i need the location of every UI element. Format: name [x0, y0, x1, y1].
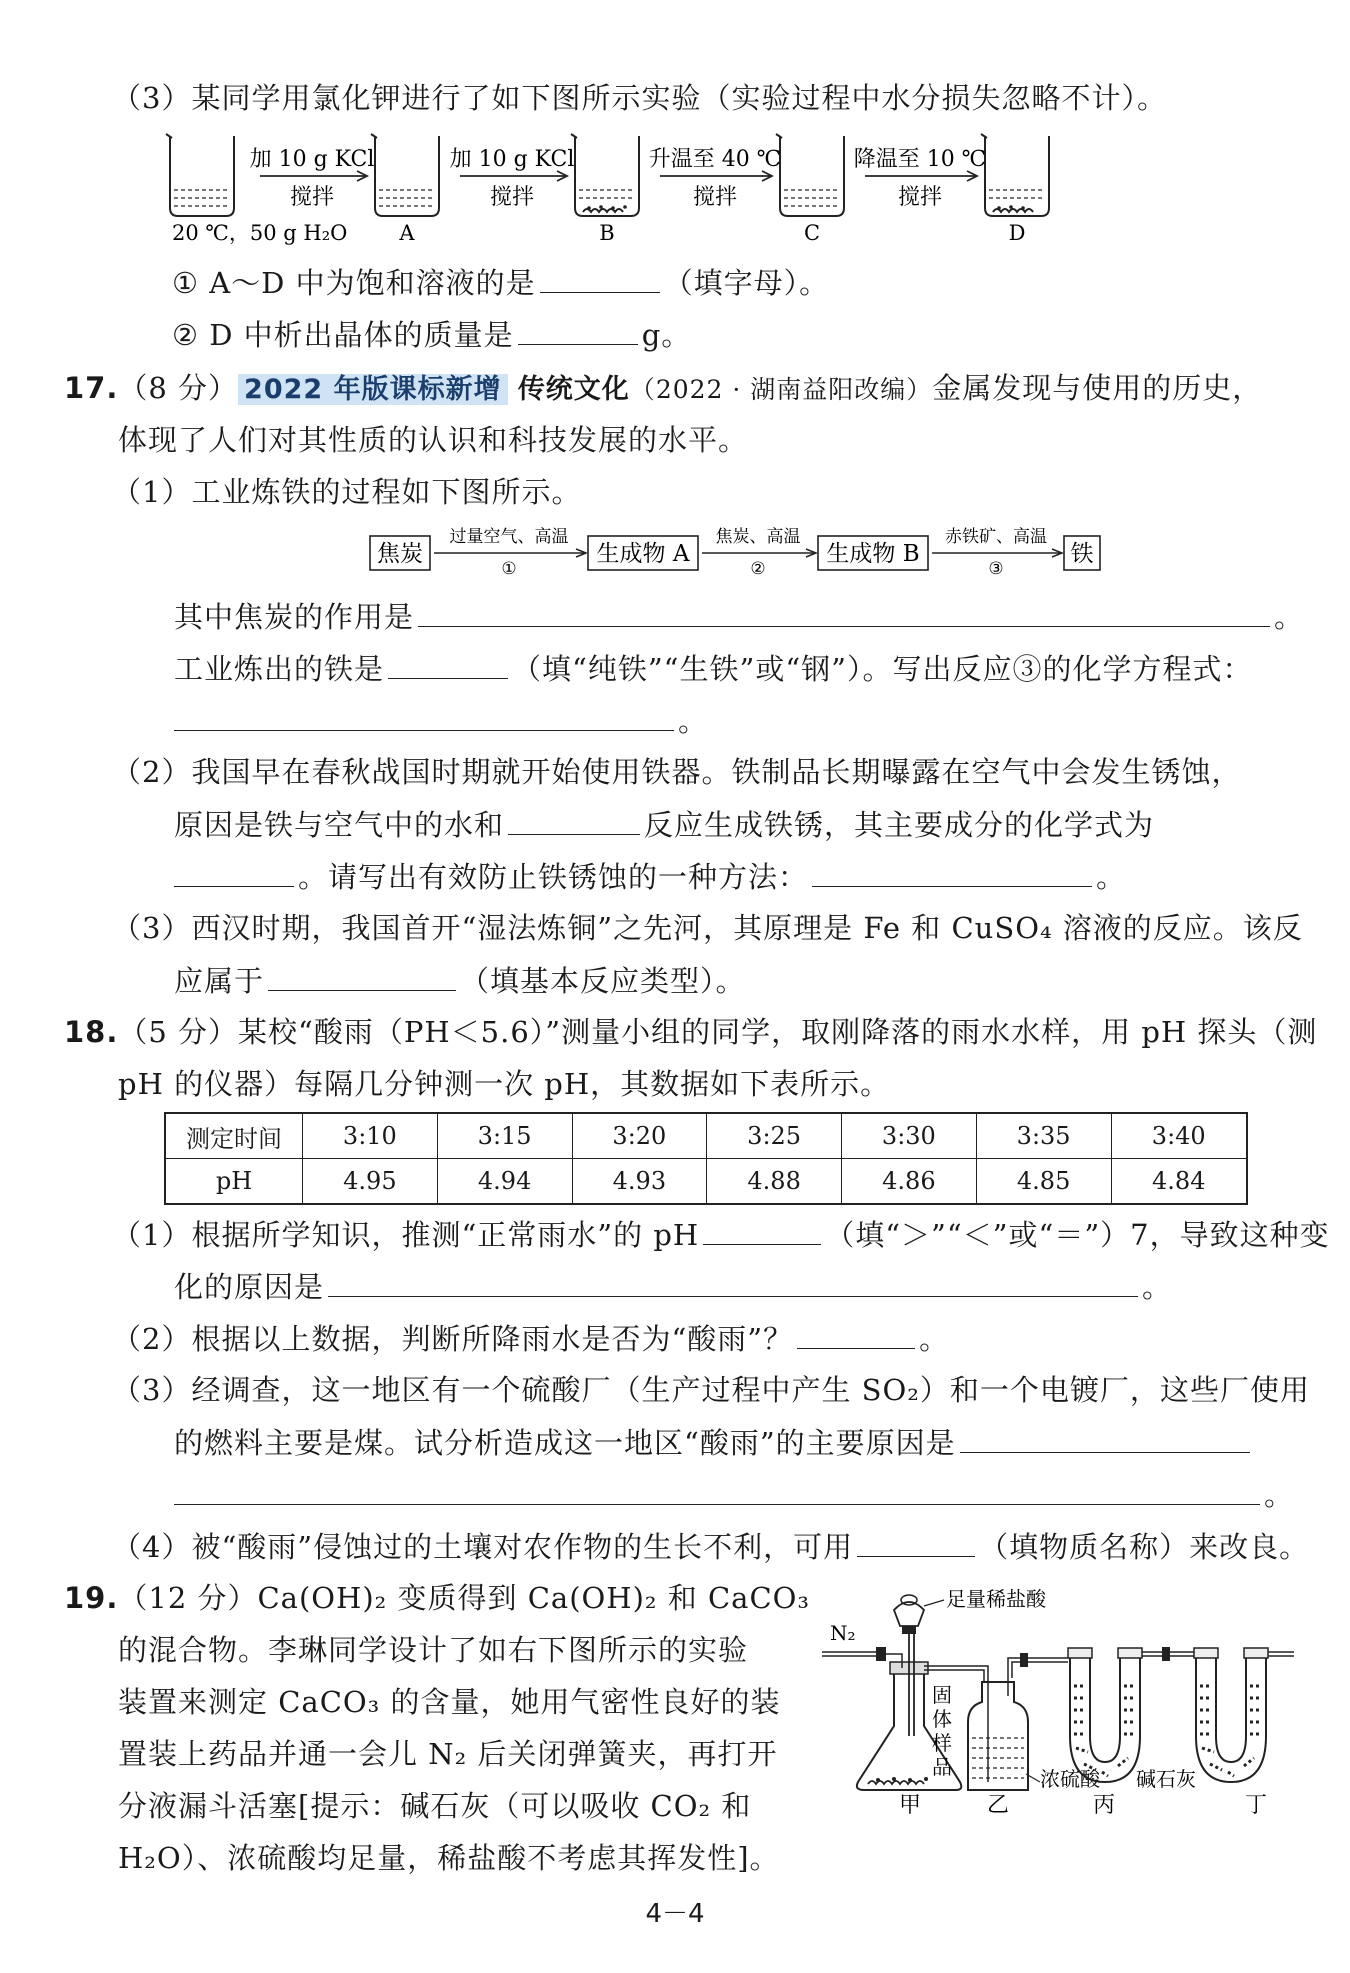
q17-p1-role: 其中焦炭的作用是 。 [174, 596, 1304, 637]
answer-blank[interactable] [268, 960, 456, 991]
beaker-start [166, 134, 234, 216]
step3-bottom: 搅拌 [692, 185, 738, 210]
score: （8 分） [118, 371, 239, 405]
spring-clamp [876, 1647, 886, 1661]
step2-bottom: 搅拌 [489, 185, 535, 210]
table-cell: 4.88 [707, 1159, 842, 1205]
new-standard-tag: 2022 年版课标新增 [238, 374, 508, 405]
n2-label: N₂ [830, 1621, 856, 1645]
q19-l4: 置装上药品并通一会儿 N₂ 后关闭弹簧夹，再打开 [118, 1737, 778, 1771]
beaker-a [371, 134, 439, 216]
q16-3-sub1-suffix: （填字母）。 [663, 266, 830, 300]
q17-p1-iron [174, 648, 1252, 689]
table-cell: 4.95 [303, 1159, 438, 1205]
q18-p1-suffix: （填“＞”“＜”或“＝”）7，导致这种变 [825, 1218, 1330, 1252]
q18-line2: pH 的仪器）每隔几分钟测一次 pH，其数据如下表所示。 [118, 1067, 891, 1101]
q17-p1-iron-suffix: （填“纯铁”“生铁”或“钢”）。写出反应③的化学方程式： [512, 652, 1253, 686]
step-arrow-3 [649, 147, 782, 210]
q17-p2-c: 。请写出有效防止铁锈蚀的一种方法： 。 [174, 856, 1126, 897]
caco3-apparatus-diagram [818, 1586, 1300, 1816]
q17-p2-a: （2）我国早在春秋战国时期就开始使用铁器。铁制品长期曝露在空气中会发生锈蚀， [112, 755, 1242, 789]
table-cell: 3:10 [303, 1113, 438, 1159]
q18-p3-c: 。 [174, 1474, 1294, 1515]
answer-blank[interactable] [508, 804, 640, 835]
answer-blank[interactable] [540, 262, 660, 293]
lime-label: 碱石灰 [1136, 1767, 1196, 1791]
beaker-label-b: B [599, 221, 615, 245]
q18-p4 [112, 1526, 1309, 1567]
q16-3-sub2-text: ② D 中析出晶体的质量是 [172, 318, 514, 352]
answer-blank[interactable] [418, 596, 1270, 627]
q19-l6: H₂O）、浓硫酸均足量，稀盐酸不考虑其挥发性]。 [118, 1841, 780, 1875]
table-cell: 3:20 [572, 1113, 707, 1159]
funnel-label: 足量稀盐酸 [946, 1587, 1046, 1611]
table-row [165, 1159, 1247, 1205]
q16-3-sub2 [172, 314, 691, 355]
answer-blank[interactable] [797, 1318, 915, 1349]
q17-p1-role-text: 其中焦炭的作用是 [174, 600, 415, 634]
flow-num-3: ③ [988, 559, 1004, 579]
table-cell: 3:35 [976, 1113, 1111, 1159]
label-bing: 丙 [1092, 1793, 1116, 1816]
table-cell: 3:25 [707, 1113, 842, 1159]
answer-blank[interactable] [388, 648, 508, 679]
answer-blank[interactable] [328, 1266, 1138, 1297]
start-condition-label: 20 ℃，50 g H₂O [172, 221, 348, 245]
flow-box-iron: 铁 [1070, 541, 1094, 567]
u-tube-bing [1068, 1648, 1142, 1782]
step3-top: 升温至 40 ℃ [648, 147, 782, 172]
question-number: 18. [64, 1015, 119, 1049]
sample-label-3: 样 [932, 1731, 952, 1755]
acid-label: 浓硫酸 [1040, 1767, 1100, 1791]
q19-l1-text: （12 分）Ca(OH)₂ 变质得到 Ca(OH)₂ 和 CaCO₃ [118, 1581, 811, 1615]
flow-cond-3: 赤铁矿、高温 [945, 527, 1047, 547]
page-number: 4－4 [645, 1899, 705, 1929]
q19-l5: 分液漏斗活塞[提示：碱石灰（可以吸收 CO₂ 和 [118, 1789, 752, 1823]
q18-p4-suffix: （填物质名称）来改良。 [979, 1530, 1310, 1564]
q17-p1-equation: 。 [174, 700, 708, 741]
q18-p3-b [174, 1422, 1254, 1463]
sample-label-1: 固 [932, 1683, 952, 1707]
q17-p1-iron-text: 工业炼出的铁是 [174, 652, 385, 686]
q17-stem-b: 体现了人们对其性质的认识和科技发展的水平。 [118, 423, 749, 457]
q17-p2-b [174, 804, 1154, 845]
q18-p1-c: 化的原因是 。 [174, 1266, 1172, 1307]
question-number: 17. [64, 371, 119, 405]
table-cell: 3:40 [1111, 1113, 1247, 1159]
table-header: 测定时间 [165, 1113, 303, 1159]
label-jia: 甲 [898, 1793, 922, 1816]
table-cell: 4.94 [437, 1159, 572, 1205]
q18-p1 [112, 1214, 1330, 1255]
answer-blank[interactable] [812, 856, 1092, 887]
table-cell: 4.85 [976, 1159, 1111, 1205]
flow-box-coke: 焦炭 [377, 541, 423, 567]
answer-blank[interactable] [174, 700, 674, 731]
step1-top: 加 10 g KCl [249, 147, 375, 172]
beaker-d [981, 134, 1049, 216]
flow-num-1: ① [501, 559, 517, 579]
question-number: 19. [64, 1581, 119, 1615]
q18-p1-text: （1）根据所学知识，推测“正常雨水”的 pH [112, 1218, 700, 1252]
table-cell: 4.93 [572, 1159, 707, 1205]
culture-tag: 传统文化 [517, 374, 630, 405]
q17-p2-b-text: 原因是铁与空气中的水和 [174, 808, 505, 842]
q17-p1: （1）工业炼铁的过程如下图所示。 [112, 475, 582, 509]
kcl-experiment-diagram [160, 128, 1090, 248]
q18-p2-text: （2）根据以上数据，判断所降雨水是否为“酸雨”？ [112, 1322, 794, 1356]
q17-p3-a: （3）西汉时期，我国首开“湿法炼铜”之先河，其原理是 Fe 和 CuSO₄ 溶液的反应。该反 [112, 911, 1303, 945]
q18-p2: （2）根据以上数据，判断所降雨水是否为“酸雨”？ 。 [112, 1318, 949, 1359]
u-tube-ding [1194, 1648, 1294, 1782]
step4-bottom: 搅拌 [897, 185, 943, 210]
q16-3-stem: （3）某同学用氯化钾进行了如下图所示实验（实验过程中水分损失忽略不计）。 [112, 81, 1167, 115]
q18-p1-c-text: 化的原因是 [174, 1270, 325, 1304]
sample-label-4: 品 [932, 1755, 952, 1779]
q18-line1 [64, 1012, 1317, 1052]
table-header: pH [165, 1159, 303, 1205]
q16-3-sub2-suffix: g。 [641, 318, 692, 352]
sample-label-2: 体 [932, 1707, 952, 1731]
flow-num-2: ② [750, 559, 766, 579]
q17-p3-b-suffix: （填基本反应类型）。 [460, 964, 746, 998]
q18-line1-text: （5 分）某校“酸雨（PH＜5.6）”测量小组的同学，取刚降落的雨水水样，用 pH 探头（测 [118, 1015, 1318, 1049]
answer-blank[interactable] [857, 1526, 975, 1557]
q19-l1 [64, 1578, 810, 1618]
answer-blank[interactable] [703, 1214, 821, 1245]
q18-p4-text: （4）被“酸雨”侵蚀过的土壤对农作物的生长不利，可用 [112, 1530, 854, 1564]
q17-p2-c-text: 。请写出有效防止铁锈蚀的一种方法： [298, 860, 809, 894]
answer-blank[interactable] [174, 856, 294, 887]
q16-3-sub1-text: ① A～D 中为饱和溶液的是 [172, 266, 536, 300]
table-cell: 4.86 [842, 1159, 977, 1205]
step1-bottom: 搅拌 [289, 185, 335, 210]
step4-top: 降温至 10 ℃ [853, 147, 987, 172]
q17-p3-b [174, 960, 746, 1001]
beaker-b [571, 134, 639, 216]
table-cell: 4.84 [1111, 1159, 1247, 1205]
table-row [165, 1113, 1247, 1159]
q17-p2-b-suffix: 反应生成铁锈，其主要成分的化学式为 [644, 808, 1155, 842]
answer-blank[interactable] [174, 1474, 1260, 1505]
ph-data-table [164, 1112, 1248, 1205]
q19-l2: 的混合物。李琳同学设计了如右下图所示的实验 [118, 1633, 749, 1667]
step-arrow-1 [250, 147, 375, 210]
q16-3-sub1 [172, 262, 829, 303]
q17-stem-a: 金属发现与使用的历史， [932, 371, 1263, 405]
flow-box-a: 生成物 A [596, 541, 690, 567]
flow-cond-1: 过量空气、高温 [449, 527, 569, 547]
step-arrow-2 [450, 147, 575, 210]
iron-smelting-flow [368, 522, 1108, 588]
q18-p3-b-text: 的燃料主要是煤。试分析造成这一地区“酸雨”的主要原因是 [174, 1426, 956, 1460]
answer-blank[interactable] [960, 1422, 1250, 1453]
q19-l3: 装置来测定 CaCO₃ 的含量，她用气密性良好的装 [118, 1685, 781, 1719]
q18-p3-a: （3）经调查，这一地区有一个硫酸厂（生产过程中产生 SO₂）和一个电镀厂，这些厂使用 [112, 1373, 1310, 1407]
flow-cond-2: 焦炭、高温 [715, 527, 801, 547]
step2-top: 加 10 g KCl [449, 147, 575, 172]
step-arrow-4 [854, 147, 987, 210]
label-ding: 丁 [1244, 1793, 1268, 1816]
beaker-label-c: C [803, 221, 821, 245]
table-cell: 3:15 [437, 1113, 572, 1159]
q17-header [64, 368, 1262, 410]
beaker-c [776, 134, 844, 216]
label-yi: 乙 [986, 1793, 1010, 1816]
beaker-label-a: A [399, 221, 415, 245]
beaker-label-d: D [1008, 221, 1026, 245]
table-cell: 3:30 [842, 1113, 977, 1159]
answer-blank[interactable] [518, 314, 638, 345]
flow-box-b: 生成物 B [826, 541, 920, 567]
q17-p3-b-text: 应属于 [174, 964, 265, 998]
source: （2022 · 湖南益阳改编） [629, 375, 933, 404]
